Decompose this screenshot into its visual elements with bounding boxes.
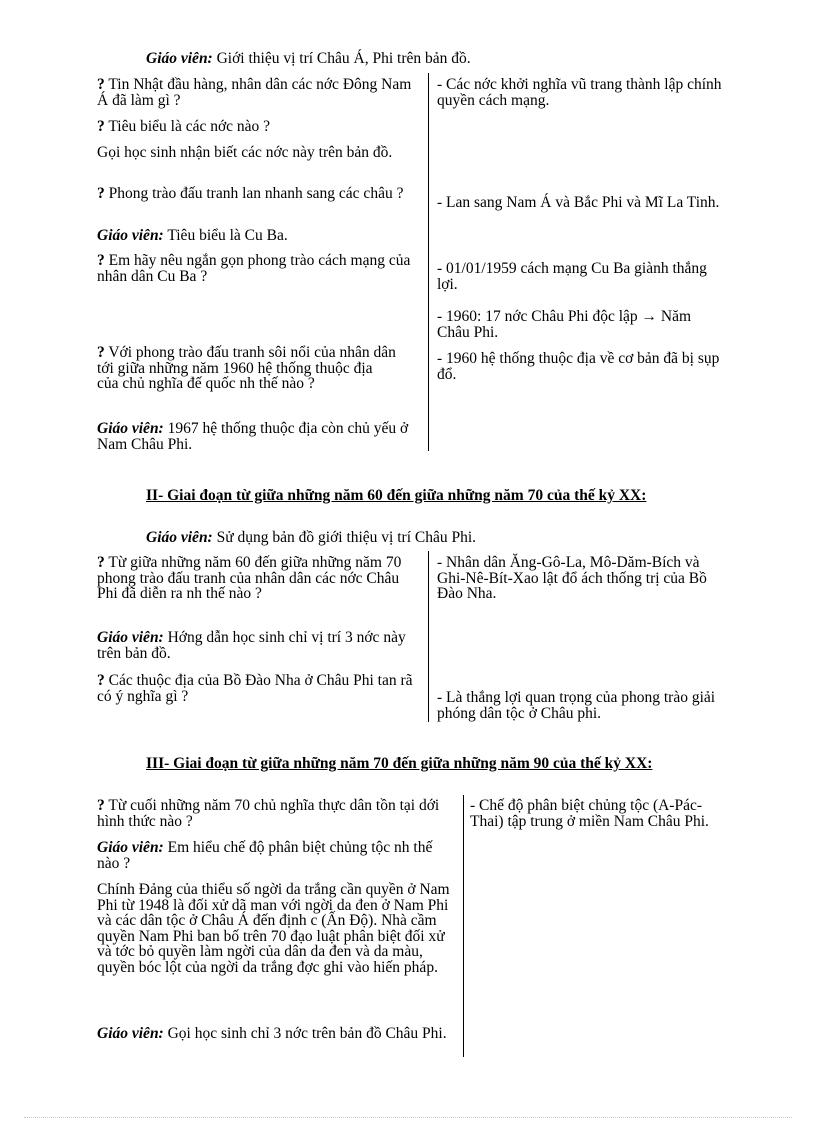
teacher-note: Giáo viên: Hớng dẫn học sinh chỉ vị trí 3 nớc này trên bản đồ. <box>97 629 406 662</box>
answer: - Nhân dân Ăng-Gô-La, Mô-Dăm-Bích và Ghi-Nê-Bít-Xao lật đổ ách thống trị của Bồ Đào Nha. <box>437 554 707 602</box>
answer: - 01/01/1959 cách mạng Cu Ba giành thắng lợi. <box>437 260 707 293</box>
explanation-paragraph: Chính Đảng của thiểu số ngời da trắng cần quyền ở Nam Phi từ 1948 là đối xử dã man với ngời da đen ở Nam Phi và các dân tộc ở Châu Á đến định c (Ấn Độ). Nhà cầm quyền Nam Phi ban bố trên 70 đạo luật phân biệt đối xử và tớc bỏ quyền làm ngời của dân da đen và da màu, quyền bóc lột của ngời da trắng đợc ghi vào hiến pháp. <box>97 881 450 976</box>
teacher-note: Giáo viên: Gọi học sinh chỉ 3 nớc trên bản đồ Châu Phi. <box>97 1025 447 1042</box>
question: ? Em hãy nêu ngắn gọn phong trào cách mạng của nhân dân Cu Ba ? <box>97 252 411 285</box>
question: ? Từ cuối những năm 70 chủ nghĩa thực dân tồn tại dới hình thức nào ? <box>97 797 440 830</box>
column-divider <box>463 795 464 1057</box>
question: ? Tin Nhật đầu hàng, nhân dân các nớc Đông Nam Á đã làm gì ? <box>97 76 412 109</box>
answer: - 1960 hệ thống thuộc địa về cơ bản đã bị sụp đổ. <box>437 350 720 383</box>
teacher-note: Giáo viên: Em hiểu chế độ phân biệt chủng tộc nh thế nào ? <box>97 839 433 872</box>
teacher-note: Giáo viên: Tiêu biểu là Cu Ba. <box>97 227 288 244</box>
answer: - Là thắng lợi quan trọng của phong trào giải phóng dân tộc ở Châu phi. <box>437 689 716 722</box>
column-divider <box>428 551 429 722</box>
question: ? Với phong trào đấu tranh sôi nổi của nhân dân tới giữa những năm 1960 hệ thống thuộc địa của chủ nghĩa đế quốc nh thế nào ? <box>97 344 396 392</box>
answer: - Các nớc khởi nghĩa vũ trang thành lập chính quyền cách mạng. <box>437 76 722 109</box>
section1-intro: Giáo viên: Giới thiệu vị trí Châu Á, Phi trên bản đồ. <box>146 50 471 67</box>
answer: - 1960: 17 nớc Châu Phi độc lập → Năm Châu Phi. <box>437 308 692 341</box>
question: ? Các thuộc địa của Bồ Đào Nha ở Châu Phi tan rã có ý nghĩa gì ? <box>97 672 413 705</box>
teacher-note: Giáo viên: 1967 hệ thống thuộc địa còn chủ yếu ở Nam Châu Phi. <box>97 420 409 453</box>
page-bottom-rule <box>24 1117 792 1118</box>
answer: - Lan sang Nam Á và Bắc Phi và Mĩ La Tinh. <box>437 194 720 211</box>
column-divider <box>428 73 429 451</box>
section2-intro: Giáo viên: Sử dụng bản đồ giới thiệu vị trí Châu Phi. <box>146 529 477 546</box>
question: ? Phong trào đấu tranh lan nhanh sang các châu ? <box>97 185 404 202</box>
instruction-text: Gọi học sinh nhận biết các nớc này trên bản đồ. <box>97 144 393 161</box>
question: ? Tiêu biểu là các nớc nào ? <box>97 118 271 135</box>
section2-heading: II- Giai đoạn từ giữa những năm 60 đến giữa những năm 70 của thế kỷ XX: <box>146 487 647 504</box>
answer: - Chế độ phân biệt chủng tộc (A-Pác-Thai) tập trung ở miền Nam Châu Phi. <box>470 797 709 830</box>
section3-heading: III- Giai đoạn từ giữa những năm 70 đến giữa những năm 90 của thế kỷ XX: <box>146 755 653 772</box>
question: ? Từ giữa những năm 60 đến giữa những năm 70 phong trào đấu tranh của nhân dân các nớc Châu Phi đã diễn ra nh thế nào ? <box>97 554 402 602</box>
